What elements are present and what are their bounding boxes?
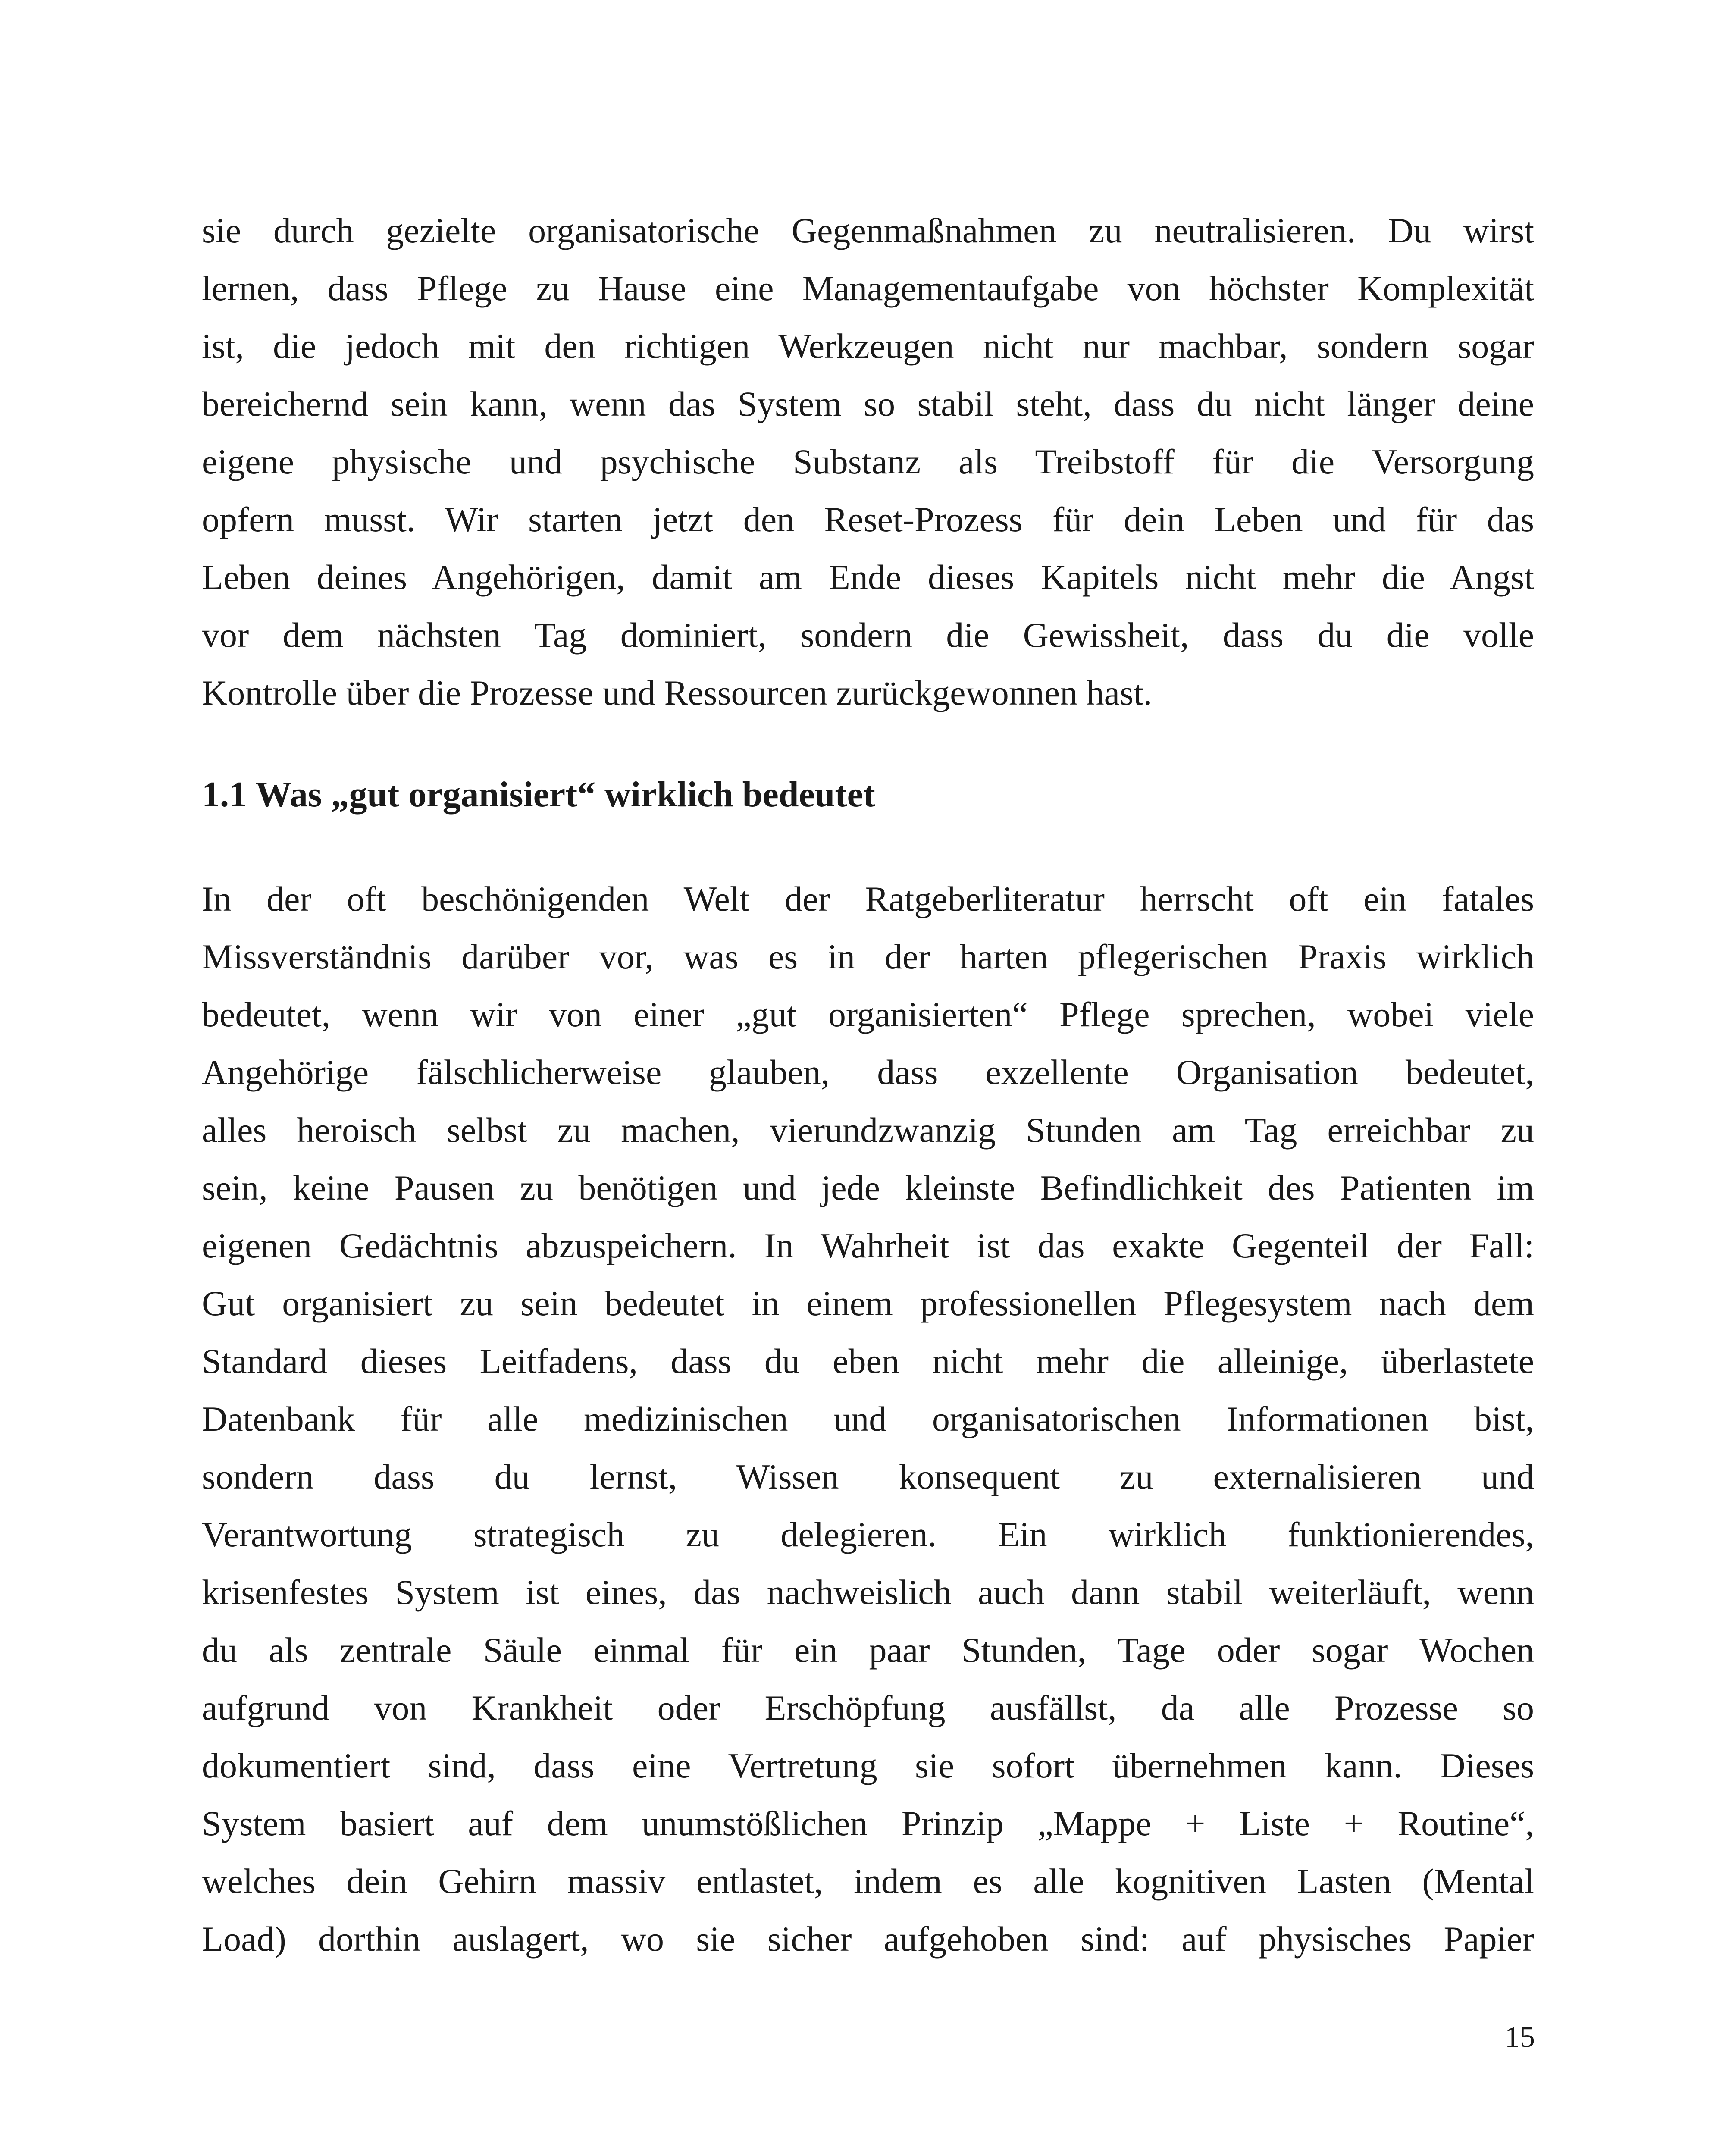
intro-line: ist, die jedoch mit den richtigen Werkzeugen nicht nur machbar, sondern sogar	[202, 326, 1534, 366]
intro-line: eigene physische und psychische Substanz als Treibstoff für die Versorgung	[202, 442, 1534, 481]
main-line: Verantwortung strategisch zu delegieren. Ein wirklich funktionierendes,	[202, 1515, 1534, 1554]
main-paragraph	[202, 870, 1534, 1968]
page-number: 15	[1505, 2021, 1535, 2054]
intro-line: lernen, dass Pflege zu Hause eine Managementaufgabe von höchster Komplexität	[202, 269, 1534, 308]
intro-line: Kontrolle über die Prozesse und Ressourcen zurückgewonnen hast.	[202, 673, 1153, 712]
main-line: Standard dieses Leitfadens, dass du eben nicht mehr die alleinige, überlastete	[202, 1341, 1534, 1381]
main-line: eigenen Gedächtnis abzuspeichern. In Wahrheit ist das exakte Gegenteil der Fall:	[202, 1226, 1534, 1265]
main-line: aufgrund von Krankheit oder Erschöpfung ausfällst, da alle Prozesse so	[202, 1688, 1534, 1727]
intro-line: sie durch gezielte organisatorische Gegenmaßnahmen zu neutralisieren. Du wirst	[202, 211, 1534, 250]
main-line: dokumentiert sind, dass eine Vertretung sie sofort übernehmen kann. Dieses	[202, 1746, 1534, 1785]
main-line: System basiert auf dem unumstößlichen Prinzip „Mappe + Liste + Routine“,	[202, 1804, 1534, 1843]
main-line: bedeutet, wenn wir von einer „gut organisierten“ Pflege sprechen, wobei viele	[202, 995, 1534, 1034]
main-line: sein, keine Pausen zu benötigen und jede kleinste Befindlichkeit des Patienten im	[202, 1168, 1534, 1207]
section-heading: 1.1 Was „gut organisiert“ wirklich bedeutet	[202, 774, 875, 815]
intro-line: Leben deines Angehörigen, damit am Ende dieses Kapitels nicht mehr die Angst	[202, 558, 1534, 597]
intro-line: vor dem nächsten Tag dominiert, sondern die Gewissheit, dass du die volle	[202, 615, 1534, 655]
main-line: Load) dorthin auslagert, wo sie sicher aufgehoben sind: auf physisches Papier	[202, 1919, 1534, 1959]
main-line: In der oft beschönigenden Welt der Ratgeberliteratur herrscht oft ein fatales	[202, 879, 1534, 918]
main-line: Gut organisiert zu sein bedeutet in einem professionellen Pflegesystem nach dem	[202, 1284, 1534, 1323]
main-line: Missverständnis darüber vor, was es in der harten pflegerischen Praxis wirklich	[202, 937, 1534, 976]
main-line: welches dein Gehirn massiv entlastet, indem es alle kognitiven Lasten (Mental	[202, 1861, 1534, 1901]
main-line: krisenfestes System ist eines, das nachweislich auch dann stabil weiterläuft, wenn	[202, 1573, 1534, 1612]
main-line: Datenbank für alle medizinischen und organisatorischen Informationen bist,	[202, 1399, 1534, 1438]
main-line: du als zentrale Säule einmal für ein paar Stunden, Tage oder sogar Wochen	[202, 1630, 1534, 1670]
main-line: alles heroisch selbst zu machen, vierundzwanzig Stunden am Tag erreichbar zu	[202, 1110, 1534, 1150]
intro-paragraph	[202, 202, 1534, 722]
intro-line: bereichernd sein kann, wenn das System so stabil steht, dass du nicht länger deine	[202, 384, 1534, 423]
main-line: Angehörige fälschlicherweise glauben, dass exzellente Organisation bedeutet,	[202, 1053, 1534, 1092]
intro-line: opfern musst. Wir starten jetzt den Reset-Prozess für dein Leben und für das	[202, 500, 1534, 539]
main-line: sondern dass du lernst, Wissen konsequent zu externalisieren und	[202, 1457, 1534, 1496]
